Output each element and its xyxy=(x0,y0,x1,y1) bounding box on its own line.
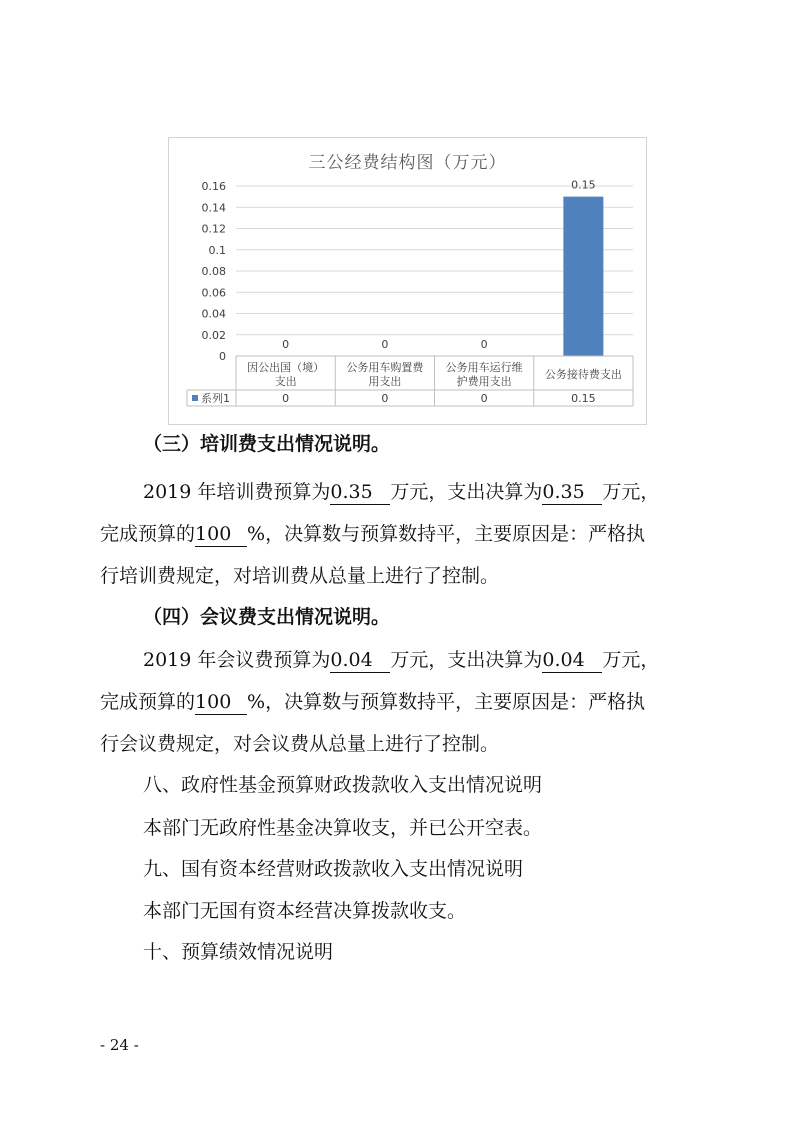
training-text-c: 万元， xyxy=(602,481,660,503)
y-tick-label: 0.08 xyxy=(201,265,226,278)
y-tick-label: 0.14 xyxy=(201,201,226,215)
state-capital-heading: 九、国有资本经营财政拨款收入支出情况说明 xyxy=(143,858,524,880)
meeting-paragraph-line-2 xyxy=(100,688,700,716)
x-tick-label: 公务用车运行维 xyxy=(445,361,523,374)
meeting-actual-value: 0.04 xyxy=(542,648,602,673)
x-tick-label: 公务用车购置费 xyxy=(346,361,424,374)
meeting-text-e: %，决算数与预算数持平，主要原因是：严格执 xyxy=(247,691,646,713)
y-tick-label: 0.1 xyxy=(208,243,226,257)
meeting-percent-value: 100 xyxy=(195,690,247,715)
table-value: 0 xyxy=(480,392,488,405)
training-budget-value: 0.35 xyxy=(330,480,390,505)
training-text-a: 2019 年培训费预算为 xyxy=(143,481,331,503)
training-actual-value: 0.35 xyxy=(542,480,602,505)
meeting-heading: （四）会议费支出情况说明。 xyxy=(143,606,391,628)
data-label: 0 xyxy=(282,338,290,351)
x-tick-label: 护费用支出 xyxy=(456,375,512,388)
y-tick-label: 0.16 xyxy=(201,180,226,193)
chart-container xyxy=(168,137,647,425)
y-tick-label: 0.02 xyxy=(201,328,226,342)
page-number: - 24 - xyxy=(100,1036,139,1054)
meeting-text-c: 万元， xyxy=(602,649,660,671)
y-tick-label: 0.12 xyxy=(201,222,226,236)
meeting-paragraph-line-3: 行会议费规定，对会议费从总量上进行了控制。 xyxy=(100,733,500,755)
training-percent-value: 100 xyxy=(195,522,247,547)
gov-fund-text: 本部门无政府性基金决算收支，并已公开空表。 xyxy=(143,817,543,839)
y-tick-label: 0.04 xyxy=(201,307,226,321)
legend-key xyxy=(192,395,198,401)
gov-fund-heading: 八、政府性基金预算财政拨款收入支出情况说明 xyxy=(143,774,543,796)
training-paragraph-line-1 xyxy=(143,478,743,506)
x-tick-label: 用支出 xyxy=(368,375,402,388)
data-label: 0 xyxy=(381,338,389,351)
training-text-e: %，决算数与预算数持平，主要原因是：严格执 xyxy=(247,523,646,545)
meeting-text-b: 万元，支出决算为 xyxy=(390,649,543,671)
bar-chart xyxy=(169,138,646,424)
x-tick-label: 因公出国（境） xyxy=(247,361,325,374)
x-tick-label: 支出 xyxy=(274,375,297,388)
y-tick-label: 0 xyxy=(219,350,226,363)
training-heading: （三）培训费支出情况说明。 xyxy=(143,433,391,455)
x-tick-label: 公务接待费支出 xyxy=(544,368,622,381)
chart-title: 三公经费结构图（万元） xyxy=(308,153,507,173)
table-value: 0 xyxy=(282,392,290,405)
training-text-d: 完成预算的 xyxy=(100,523,196,545)
performance-heading: 十、预算绩效情况说明 xyxy=(143,941,334,963)
meeting-text-a: 2019 年会议费预算为 xyxy=(143,649,331,671)
bar xyxy=(563,197,603,356)
training-text-b: 万元，支出决算为 xyxy=(390,481,543,503)
table-value: 0 xyxy=(381,392,389,405)
training-paragraph-line-2 xyxy=(100,520,700,548)
meeting-budget-value: 0.04 xyxy=(330,648,390,673)
legend-series-name: 系列1 xyxy=(201,392,230,405)
training-paragraph-line-3: 行培训费规定，对培训费从总量上进行了控制。 xyxy=(100,565,500,587)
meeting-text-d: 完成预算的 xyxy=(100,691,196,713)
table-value: 0.15 xyxy=(571,392,596,405)
data-label: 0.15 xyxy=(571,178,596,192)
meeting-paragraph-line-1 xyxy=(143,646,743,674)
data-label: 0 xyxy=(480,338,488,351)
y-tick-label: 0.06 xyxy=(201,286,226,300)
state-capital-text: 本部门无国有资本经营决算拨款收支。 xyxy=(143,900,467,922)
